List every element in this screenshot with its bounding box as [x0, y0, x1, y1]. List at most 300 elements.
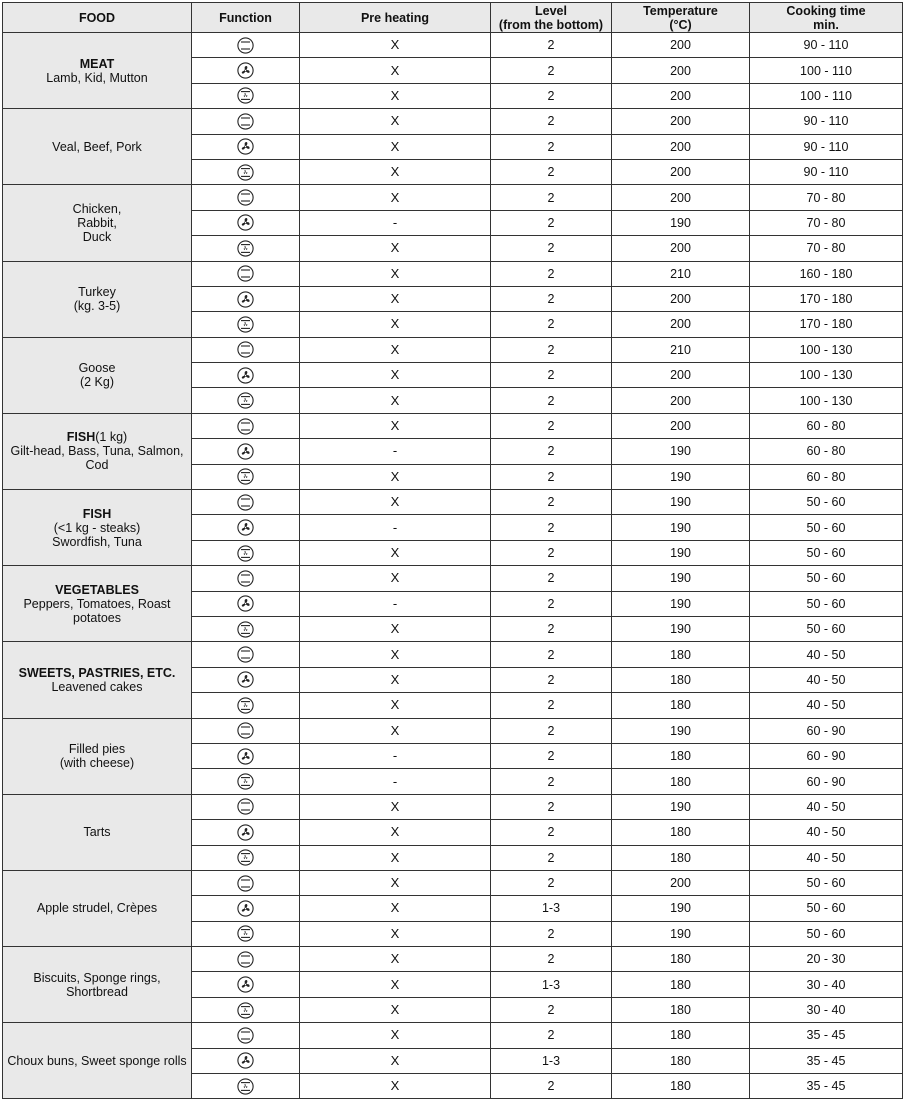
food-title: MEAT — [79, 56, 115, 71]
function-cell — [192, 1023, 300, 1048]
food-title: SWEETS, PASTRIES, ETC. — [18, 665, 176, 680]
cooking-time-cell: 70 - 80 — [750, 185, 903, 210]
level-cell: 2 — [491, 566, 612, 591]
static-oven-icon — [192, 265, 299, 282]
header-cooking-time — [750, 3, 903, 33]
temperature-cell: 190 — [612, 566, 750, 591]
food-cell — [3, 718, 192, 794]
function-cell — [192, 947, 300, 972]
temperature-cell: 200 — [612, 312, 750, 337]
level-cell: 2 — [491, 997, 612, 1022]
food-cell — [3, 870, 192, 946]
food-title-suffix: (1 kg) — [95, 430, 128, 445]
temperature-cell: 200 — [612, 286, 750, 311]
temperature-cell: 180 — [612, 1048, 750, 1073]
level-cell: 2 — [491, 464, 612, 489]
pre-heating-cell: - — [300, 743, 491, 768]
pre-heating-cell: X — [300, 261, 491, 286]
food-title: FISH — [66, 430, 96, 445]
level-cell: 2 — [491, 921, 612, 946]
temperature-cell: 190 — [612, 921, 750, 946]
cooking-time-cell: 60 - 80 — [750, 413, 903, 438]
temperature-cell: 180 — [612, 997, 750, 1022]
level-cell: 2 — [491, 236, 612, 261]
function-cell — [192, 363, 300, 388]
static-oven-icon — [192, 646, 299, 663]
fan-oven-icon — [192, 595, 299, 612]
cooking-time-cell: 35 - 45 — [750, 1074, 903, 1099]
cooking-time-cell: 50 - 60 — [750, 490, 903, 515]
function-cell — [192, 515, 300, 540]
pre-heating-cell: X — [300, 83, 491, 108]
multi-cooking-icon — [192, 240, 299, 257]
level-cell: 2 — [491, 261, 612, 286]
pre-heating-cell: X — [300, 947, 491, 972]
temperature-cell: 180 — [612, 667, 750, 692]
food-cell — [3, 490, 192, 566]
function-cell — [192, 972, 300, 997]
function-cell — [192, 921, 300, 946]
header-pre-heating: Pre heating — [300, 3, 491, 33]
function-cell — [192, 566, 300, 591]
level-cell: 2 — [491, 591, 612, 616]
multi-cooking-icon — [192, 849, 299, 866]
pre-heating-cell: X — [300, 337, 491, 362]
multi-cooking-icon — [192, 621, 299, 638]
food-description: (<1 kg - steaks) Swordfish, Tuna — [52, 520, 142, 549]
table-body — [3, 33, 903, 1099]
function-cell — [192, 210, 300, 235]
food-description: Leavened cakes — [51, 679, 143, 694]
food-description: Tarts — [83, 825, 111, 840]
temperature-cell: 200 — [612, 83, 750, 108]
function-cell — [192, 312, 300, 337]
pre-heating-cell: X — [300, 490, 491, 515]
pre-heating-cell: X — [300, 896, 491, 921]
temperature-cell: 180 — [612, 947, 750, 972]
temperature-cell: 190 — [612, 591, 750, 616]
function-cell — [192, 464, 300, 489]
cooking-time-cell: 35 - 45 — [750, 1048, 903, 1073]
function-cell — [192, 870, 300, 895]
level-cell: 2 — [491, 1023, 612, 1048]
fan-oven-icon — [192, 138, 299, 155]
food-cell — [3, 642, 192, 718]
cooking-time-cell: 40 - 50 — [750, 820, 903, 845]
pre-heating-cell: X — [300, 1048, 491, 1073]
level-cell: 2 — [491, 134, 612, 159]
fan-oven-icon — [192, 748, 299, 765]
cooking-time-cell: 60 - 80 — [750, 464, 903, 489]
level-cell: 2 — [491, 83, 612, 108]
static-oven-icon — [192, 494, 299, 511]
function-cell — [192, 33, 300, 58]
level-cell: 2 — [491, 185, 612, 210]
pre-heating-cell: X — [300, 1074, 491, 1099]
temperature-cell: 200 — [612, 236, 750, 261]
temperature-cell: 180 — [612, 769, 750, 794]
multi-cooking-icon — [192, 316, 299, 333]
level-cell: 2 — [491, 286, 612, 311]
function-cell — [192, 413, 300, 438]
level-cell: 2 — [491, 794, 612, 819]
function-cell — [192, 642, 300, 667]
food-title-line — [3, 430, 191, 444]
food-cell — [3, 185, 192, 261]
function-cell — [192, 1074, 300, 1099]
header-temperature-line2: (°C) — [669, 17, 692, 32]
temperature-cell: 190 — [612, 540, 750, 565]
cooking-time-cell: 35 - 45 — [750, 1023, 903, 1048]
static-oven-icon — [192, 875, 299, 892]
pre-heating-cell: X — [300, 540, 491, 565]
cooking-time-cell: 50 - 60 — [750, 870, 903, 895]
pre-heating-cell: X — [300, 413, 491, 438]
food-description: Gilt-head, Bass, Tuna, Salmon, Cod — [10, 444, 184, 473]
temperature-cell: 190 — [612, 439, 750, 464]
cooking-time-cell: 60 - 90 — [750, 743, 903, 768]
header-temperature-line1: Temperature — [643, 3, 718, 18]
level-cell: 2 — [491, 870, 612, 895]
pre-heating-cell: - — [300, 769, 491, 794]
pre-heating-cell: - — [300, 591, 491, 616]
food-description: Turkey (kg. 3-5) — [73, 285, 121, 314]
fan-oven-icon — [192, 900, 299, 917]
function-cell — [192, 693, 300, 718]
pre-heating-cell: X — [300, 870, 491, 895]
level-cell: 2 — [491, 388, 612, 413]
function-cell — [192, 616, 300, 641]
temperature-cell: 200 — [612, 58, 750, 83]
function-cell — [192, 236, 300, 261]
cooking-table — [2, 2, 903, 1099]
cooking-time-cell: 100 - 130 — [750, 363, 903, 388]
level-cell: 1-3 — [491, 972, 612, 997]
table-row — [3, 413, 903, 438]
static-oven-icon — [192, 798, 299, 815]
pre-heating-cell: X — [300, 109, 491, 134]
function-cell — [192, 820, 300, 845]
pre-heating-cell: - — [300, 515, 491, 540]
function-cell — [192, 286, 300, 311]
temperature-cell: 200 — [612, 109, 750, 134]
cooking-time-cell: 70 - 80 — [750, 236, 903, 261]
level-cell: 1-3 — [491, 896, 612, 921]
cooking-time-cell: 50 - 60 — [750, 540, 903, 565]
function-cell — [192, 1048, 300, 1073]
static-oven-icon — [192, 37, 299, 54]
header-level-line1: Level — [535, 3, 567, 18]
header-level — [491, 3, 612, 33]
multi-cooking-icon — [192, 392, 299, 409]
food-description: Filled pies (with cheese) — [59, 742, 135, 771]
level-cell: 2 — [491, 1074, 612, 1099]
temperature-cell: 180 — [612, 820, 750, 845]
multi-cooking-icon — [192, 545, 299, 562]
table-row — [3, 870, 903, 895]
static-oven-icon — [192, 570, 299, 587]
level-cell: 2 — [491, 845, 612, 870]
function-cell — [192, 261, 300, 286]
level-cell: 2 — [491, 769, 612, 794]
static-oven-icon — [192, 1027, 299, 1044]
food-cell — [3, 337, 192, 413]
pre-heating-cell: X — [300, 693, 491, 718]
table-row — [3, 490, 903, 515]
food-description: Goose (2 Kg) — [78, 361, 116, 390]
cooking-time-cell: 20 - 30 — [750, 947, 903, 972]
temperature-cell: 200 — [612, 185, 750, 210]
level-cell: 2 — [491, 159, 612, 184]
level-cell: 2 — [491, 540, 612, 565]
multi-cooking-icon — [192, 773, 299, 790]
food-description: Choux buns, Sweet sponge rolls — [7, 1053, 187, 1068]
pre-heating-cell: X — [300, 388, 491, 413]
pre-heating-cell: X — [300, 58, 491, 83]
fan-oven-icon — [192, 519, 299, 536]
cooking-time-cell: 100 - 130 — [750, 337, 903, 362]
temperature-cell: 210 — [612, 261, 750, 286]
food-description: Chicken, Rabbit, Duck — [72, 201, 122, 244]
pre-heating-cell: X — [300, 718, 491, 743]
cooking-time-cell: 40 - 50 — [750, 794, 903, 819]
function-cell — [192, 109, 300, 134]
table-row — [3, 566, 903, 591]
pre-heating-cell: X — [300, 820, 491, 845]
cooking-time-cell: 90 - 110 — [750, 33, 903, 58]
pre-heating-cell: X — [300, 286, 491, 311]
table-row — [3, 794, 903, 819]
food-title: FISH — [82, 506, 112, 521]
food-cell — [3, 947, 192, 1023]
temperature-cell: 180 — [612, 1074, 750, 1099]
temperature-cell: 180 — [612, 845, 750, 870]
level-cell: 2 — [491, 312, 612, 337]
table-row — [3, 642, 903, 667]
cooking-time-cell: 60 - 90 — [750, 718, 903, 743]
pre-heating-cell: - — [300, 439, 491, 464]
header-food: FOOD — [3, 3, 192, 33]
table-row — [3, 1023, 903, 1048]
function-cell — [192, 896, 300, 921]
temperature-cell: 180 — [612, 642, 750, 667]
temperature-cell: 200 — [612, 388, 750, 413]
food-cell — [3, 261, 192, 337]
fan-oven-icon — [192, 367, 299, 384]
function-cell — [192, 159, 300, 184]
function-cell — [192, 540, 300, 565]
multi-cooking-icon — [192, 925, 299, 942]
cooking-time-cell: 40 - 50 — [750, 667, 903, 692]
cooking-time-cell: 90 - 110 — [750, 159, 903, 184]
level-cell: 2 — [491, 667, 612, 692]
cooking-time-cell: 160 - 180 — [750, 261, 903, 286]
pre-heating-cell: X — [300, 134, 491, 159]
cooking-time-cell: 90 - 110 — [750, 109, 903, 134]
temperature-cell: 190 — [612, 464, 750, 489]
table-row — [3, 185, 903, 210]
function-cell — [192, 83, 300, 108]
cooking-time-cell: 100 - 110 — [750, 83, 903, 108]
cooking-time-cell: 50 - 60 — [750, 566, 903, 591]
cooking-time-cell: 30 - 40 — [750, 997, 903, 1022]
cooking-time-cell: 90 - 110 — [750, 134, 903, 159]
cooking-time-cell: 60 - 80 — [750, 439, 903, 464]
function-cell — [192, 718, 300, 743]
function-cell — [192, 845, 300, 870]
cooking-time-cell: 40 - 50 — [750, 845, 903, 870]
food-description: Peppers, Tomatoes, Roast potatoes — [23, 596, 171, 625]
temperature-cell: 180 — [612, 972, 750, 997]
level-cell: 2 — [491, 490, 612, 515]
cooking-time-cell: 50 - 60 — [750, 515, 903, 540]
cooking-time-cell: 40 - 50 — [750, 642, 903, 667]
header-level-line2: (from the bottom) — [498, 17, 604, 32]
cooking-time-cell: 40 - 50 — [750, 693, 903, 718]
static-oven-icon — [192, 189, 299, 206]
temperature-cell: 190 — [612, 718, 750, 743]
function-cell — [192, 134, 300, 159]
function-cell — [192, 667, 300, 692]
multi-cooking-icon — [192, 164, 299, 181]
food-cell — [3, 1023, 192, 1099]
header-row — [3, 3, 903, 33]
level-cell: 2 — [491, 363, 612, 388]
temperature-cell: 190 — [612, 616, 750, 641]
function-cell — [192, 388, 300, 413]
pre-heating-cell: X — [300, 464, 491, 489]
level-cell: 2 — [491, 58, 612, 83]
cooking-time-cell: 70 - 80 — [750, 210, 903, 235]
fan-oven-icon — [192, 1052, 299, 1069]
temperature-cell: 190 — [612, 490, 750, 515]
table-row — [3, 337, 903, 362]
function-cell — [192, 997, 300, 1022]
cooking-time-cell: 170 - 180 — [750, 286, 903, 311]
cooking-time-cell: 100 - 130 — [750, 388, 903, 413]
level-cell: 2 — [491, 337, 612, 362]
header-temperature — [612, 3, 750, 33]
temperature-cell: 180 — [612, 693, 750, 718]
function-cell — [192, 743, 300, 768]
cooking-time-cell: 50 - 60 — [750, 616, 903, 641]
temperature-cell: 180 — [612, 1023, 750, 1048]
multi-cooking-icon — [192, 468, 299, 485]
temperature-cell: 200 — [612, 159, 750, 184]
food-cell — [3, 33, 192, 109]
food-cell — [3, 794, 192, 870]
temperature-cell: 190 — [612, 210, 750, 235]
static-oven-icon — [192, 418, 299, 435]
temperature-cell: 200 — [612, 363, 750, 388]
food-cell — [3, 413, 192, 489]
table-row — [3, 947, 903, 972]
multi-cooking-icon — [192, 1078, 299, 1095]
pre-heating-cell: X — [300, 1023, 491, 1048]
static-oven-icon — [192, 341, 299, 358]
temperature-cell: 200 — [612, 33, 750, 58]
level-cell: 2 — [491, 439, 612, 464]
fan-oven-icon — [192, 62, 299, 79]
level-cell: 2 — [491, 33, 612, 58]
level-cell: 2 — [491, 693, 612, 718]
cooking-time-cell: 50 - 60 — [750, 591, 903, 616]
fan-oven-icon — [192, 291, 299, 308]
food-cell — [3, 109, 192, 185]
level-cell: 2 — [491, 642, 612, 667]
food-title: VEGETABLES — [55, 582, 139, 597]
food-description: Biscuits, Sponge rings, Shortbread — [33, 970, 161, 999]
table-row — [3, 718, 903, 743]
level-cell: 2 — [491, 413, 612, 438]
fan-oven-icon — [192, 671, 299, 688]
multi-cooking-icon — [192, 697, 299, 714]
temperature-cell: 200 — [612, 413, 750, 438]
pre-heating-cell: X — [300, 667, 491, 692]
header-function: Function — [192, 3, 300, 33]
pre-heating-cell: X — [300, 33, 491, 58]
level-cell: 2 — [491, 109, 612, 134]
cooking-time-cell: 50 - 60 — [750, 921, 903, 946]
food-description: Lamb, Kid, Mutton — [46, 70, 148, 85]
pre-heating-cell: X — [300, 185, 491, 210]
temperature-cell: 190 — [612, 794, 750, 819]
level-cell: 2 — [491, 743, 612, 768]
food-description: Apple strudel, Crèpes — [36, 901, 158, 916]
pre-heating-cell: X — [300, 921, 491, 946]
multi-cooking-icon — [192, 1002, 299, 1019]
level-cell: 2 — [491, 820, 612, 845]
pre-heating-cell: X — [300, 159, 491, 184]
temperature-cell: 180 — [612, 743, 750, 768]
temperature-cell: 190 — [612, 515, 750, 540]
table-row — [3, 109, 903, 134]
function-cell — [192, 58, 300, 83]
static-oven-icon — [192, 951, 299, 968]
level-cell: 2 — [491, 616, 612, 641]
level-cell: 2 — [491, 718, 612, 743]
cooking-time-cell: 50 - 60 — [750, 896, 903, 921]
level-cell: 2 — [491, 947, 612, 972]
cooking-time-cell: 60 - 90 — [750, 769, 903, 794]
cooking-time-cell: 170 - 180 — [750, 312, 903, 337]
food-description: Veal, Beef, Pork — [52, 139, 142, 154]
cooking-time-cell: 30 - 40 — [750, 972, 903, 997]
table-row — [3, 261, 903, 286]
level-cell: 2 — [491, 515, 612, 540]
food-cell — [3, 566, 192, 642]
pre-heating-cell: X — [300, 972, 491, 997]
fan-oven-icon — [192, 976, 299, 993]
function-cell — [192, 439, 300, 464]
pre-heating-cell: X — [300, 363, 491, 388]
header-cooking-time-line1: Cooking time — [786, 3, 866, 18]
pre-heating-cell: X — [300, 616, 491, 641]
multi-cooking-icon — [192, 87, 299, 104]
function-cell — [192, 794, 300, 819]
static-oven-icon — [192, 722, 299, 739]
pre-heating-cell: X — [300, 845, 491, 870]
header-cooking-time-line2: min. — [813, 17, 839, 32]
temperature-cell: 200 — [612, 134, 750, 159]
cooking-time-cell: 100 - 110 — [750, 58, 903, 83]
static-oven-icon — [192, 113, 299, 130]
function-cell — [192, 337, 300, 362]
temperature-cell: 210 — [612, 337, 750, 362]
pre-heating-cell: X — [300, 794, 491, 819]
function-cell — [192, 490, 300, 515]
fan-oven-icon — [192, 824, 299, 841]
